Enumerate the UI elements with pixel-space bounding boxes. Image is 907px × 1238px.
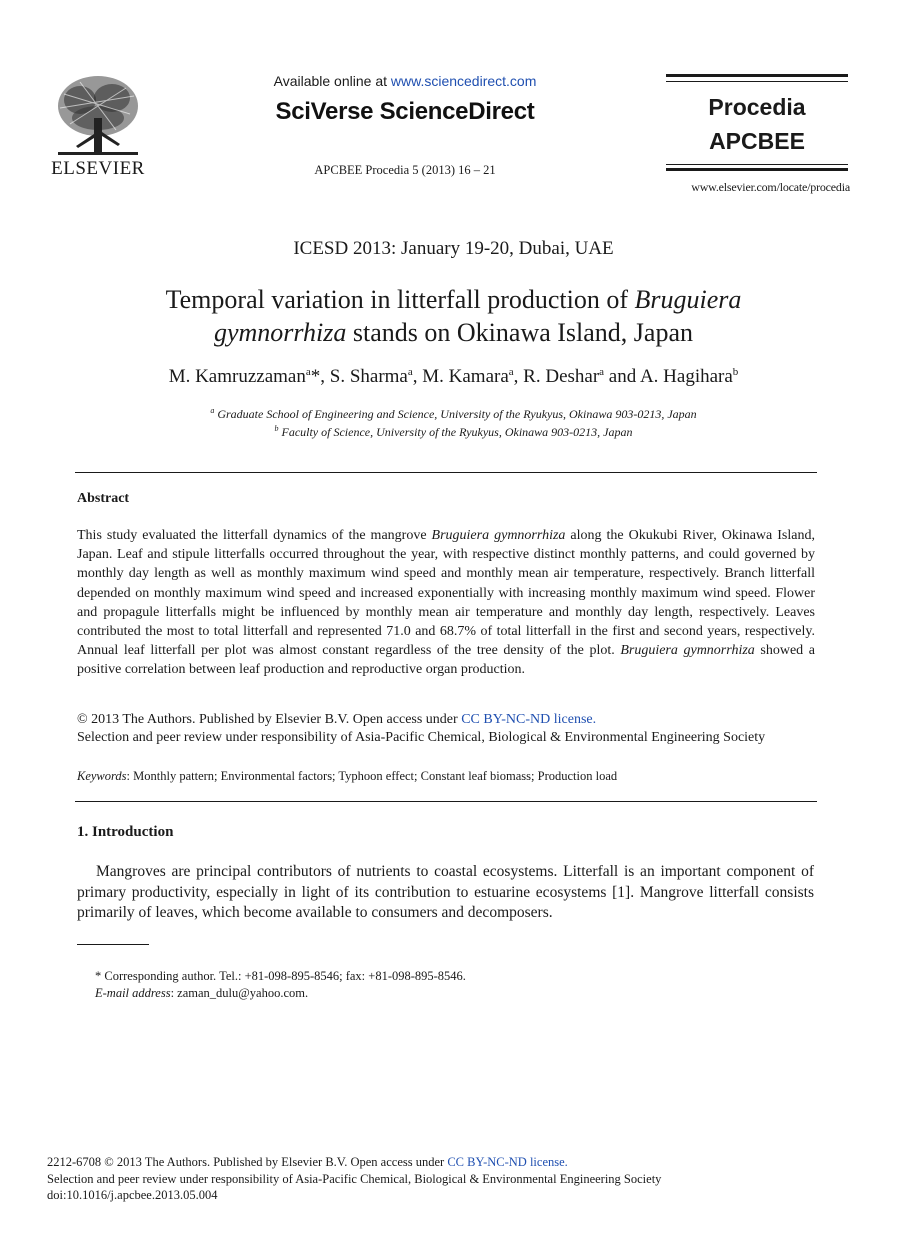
abstract-species: Bruguiera gymnorrhiza	[431, 528, 566, 543]
author-separator: and	[604, 366, 640, 387]
journal-badge	[666, 74, 848, 174]
title-text-1: Temporal variation in litterfall production of	[165, 285, 635, 314]
copyright-text: © 2013 The Authors. Published by Elsevier B.V. Open access under	[77, 712, 462, 727]
journal-reference: APCBEE Procedia 5 (2013) 16 – 21	[314, 163, 496, 177]
journal-url[interactable]: www.elsevier.com/locate/procedia	[691, 180, 850, 194]
rule-top	[666, 74, 848, 77]
footer-review: Selection and peer review under responsibility of Asia-Pacific Chemical, Biological & Environmental Engineering Society	[47, 1171, 662, 1186]
author-separator: ,	[412, 366, 423, 387]
section-divider	[75, 472, 817, 473]
keywords-label: Keywords	[77, 769, 127, 783]
author-affil-mark: a	[599, 366, 605, 378]
affiliation	[0, 425, 907, 440]
article-title	[60, 283, 847, 349]
rule-top-thin	[666, 81, 848, 82]
author-name: M. Kamruzzaman	[168, 366, 306, 387]
intro-paragraph	[77, 862, 814, 924]
corresponding-author: * Corresponding author. Tel.: +81-098-895-8546; fax: +81-098-895-8546.	[95, 969, 466, 983]
abstract-text: This study evaluated the litterfall dynamics of the mangrove	[77, 528, 432, 543]
abstract-text: showed a positive correlation between leaf production and reproductive organ production.	[77, 643, 815, 678]
keywords-text: : Monthly pattern; Environmental factors; Typhoon effect; Constant leaf biomass; Production load	[126, 769, 618, 783]
abstract-text: along the Okukubi River, Okinawa Island, Japan. Leaf and stipule litterfalls occurred throughout the year, with respective distinct monthly patterns, and could governed by monthly day length as well as monthly maximum wind speed and monthly mean air temperature, respectively. Branch litterfall depended on monthly maximum wind speed and increased exponentially with increasing monthly maximum wind speed. Flower and propagule litterfalls might be influenced by monthly mean air temperature and monthly day length, respectively. Leaves contributed the most to total litterfall and represented 71.0 and 68.7% of total litterfall in the first and second years, respectively. Annual leaf litterfall per plot was almost constant regardless of the tree density of the plot.	[77, 528, 815, 659]
author-name: R. Deshar	[523, 366, 600, 387]
title-species: gymnorrhiza	[213, 318, 347, 347]
author-list	[0, 366, 907, 388]
author-affil-mark: b	[732, 366, 739, 378]
available-online	[210, 73, 600, 89]
section-heading: 1. Introduction	[77, 824, 174, 840]
author-affil-mark: a	[407, 366, 413, 378]
journal-word-procedia: Procedia	[708, 94, 806, 120]
sciencedirect-link[interactable]: www.sciencedirect.com	[390, 73, 537, 89]
author-separator: ,	[513, 366, 524, 387]
affiliation-text: Faculty of Science, University of the Ryukyus, Okinawa 903-0213, Japan	[278, 425, 633, 439]
email-address[interactable]: : zaman_dulu@yahoo.com.	[170, 986, 309, 1000]
footnote-rule	[77, 944, 149, 945]
author-name: S. Sharma	[329, 366, 408, 387]
conference-line: ICESD 2013: January 19-20, Dubai, UAE	[293, 238, 614, 259]
platform-name: SciVerse ScienceDirect	[275, 98, 535, 125]
elsevier-logo	[50, 74, 146, 178]
affiliation	[0, 407, 907, 422]
author-affil-mark: a	[508, 366, 514, 378]
author-name: A. Hagihara	[639, 366, 733, 387]
author-separator: *,	[310, 366, 330, 387]
doi[interactable]: doi:10.1016/j.apcbee.2013.05.004	[47, 1188, 218, 1202]
title-text-2: stands on Okinawa Island, Japan	[346, 318, 694, 347]
email-label: E-mail address	[95, 986, 171, 1000]
title-genus: Bruguiera	[634, 285, 742, 314]
affiliation-mark: a	[210, 406, 215, 415]
affiliation-mark: b	[274, 424, 279, 433]
abstract-species: Bruguiera gymnorrhiza	[620, 643, 755, 659]
rule-bottom	[666, 168, 848, 171]
abstract-heading: Abstract	[77, 491, 130, 506]
footer-license-link[interactable]: CC BY-NC-ND license.	[447, 1155, 568, 1169]
copyright-block	[77, 711, 817, 747]
abstract-body	[77, 526, 815, 680]
footer-copyright: 2212-6708 © 2013 The Authors. Published by Elsevier B.V. Open access under	[47, 1155, 448, 1169]
rule-bottom-thin	[666, 164, 848, 165]
author-name: M. Kamara	[422, 366, 509, 387]
license-link[interactable]: CC BY-NC-ND license.	[461, 712, 597, 727]
available-prefix: Available online at	[273, 73, 391, 89]
section-divider	[75, 801, 817, 802]
journal-word-apcbee: APCBEE	[709, 128, 805, 154]
author-affil-mark: a	[305, 366, 311, 378]
page-footer	[47, 1154, 661, 1204]
footnote	[95, 968, 466, 1002]
publisher-name: ELSEVIER	[51, 158, 145, 179]
keywords	[77, 769, 817, 784]
affiliation-text: Graduate School of Engineering and Science, University of the Ryukyus, Okinawa 903-0213, Japan	[214, 407, 697, 421]
peer-review-text: Selection and peer review under responsibility of Asia-Pacific Chemical, Biological & Environmental Engineering Society	[77, 730, 766, 745]
intro-text: Mangroves are principal contributors of nutrients to coastal ecosystems. Litterfall is an important component of primary productivity, especially in light of its contribution to estuarine ecosystems [1]. Mangrove litterfall consists primarily of leaves, which become available to consumers and decomposers.	[77, 863, 814, 921]
